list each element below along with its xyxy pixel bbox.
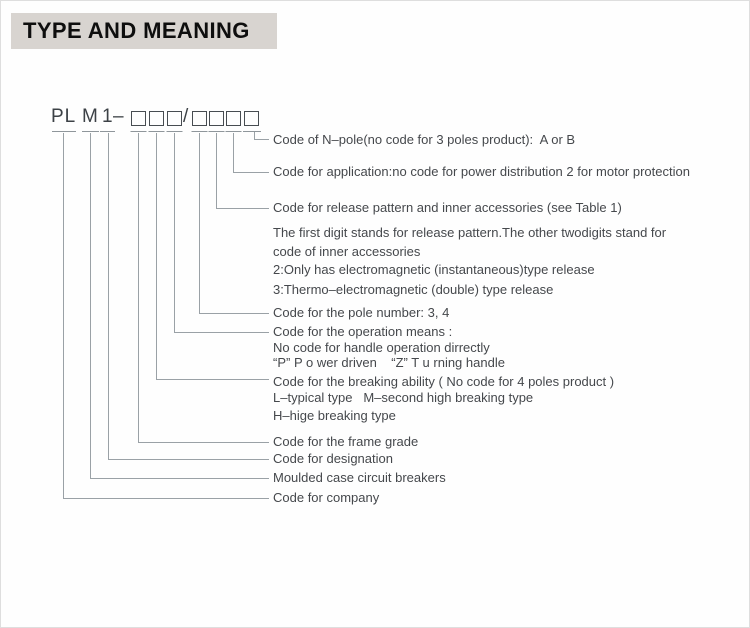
- annotation-frame-grade: Code for the frame grade: [273, 434, 419, 449]
- digit-box-3: [167, 111, 182, 126]
- annotation-breaking-types-2: H–hige breaking type: [273, 408, 396, 423]
- digit-box-5: [209, 111, 224, 126]
- digit-box-6: [226, 111, 241, 126]
- section-title-bar: [11, 13, 277, 49]
- annotation-designation: Code for designation: [273, 451, 393, 466]
- digit-box-1: [131, 111, 146, 126]
- annotation-release-option-3: 3:Thermo–electromagnetic (double) type release: [273, 282, 554, 297]
- annotation-operation-note-2: “P” P o wer driven “Z” T u rning handle: [273, 355, 505, 370]
- annotation-company: Code for company: [273, 490, 380, 505]
- annotation-breaking-ability: Code for the breaking ability ( No code for 4 poles product ): [273, 374, 615, 389]
- model-code-designation: M: [82, 106, 99, 127]
- model-code-dash: –: [113, 106, 125, 127]
- annotation-release-note-2: code of inner accessories: [273, 244, 421, 259]
- annotation-breaking-types-1: L–typical type M–second high breaking type: [273, 390, 534, 405]
- annotation-mccb: Moulded case circuit breakers: [273, 470, 446, 485]
- annotation-pole-number: Code for the pole number: 3, 4: [273, 305, 450, 320]
- model-code-company: PL: [51, 106, 77, 127]
- annotation-operation-note-1: No code for handle operation dirrectly: [273, 340, 490, 355]
- page-title: TYPE AND MEANING: [23, 18, 250, 43]
- annotation-release-note-1: The first digit stands for release pattern.The other twodigits stand for: [273, 225, 667, 240]
- annotation-n-pole: Code of N–pole(no code for 3 poles product): A or B: [273, 132, 576, 147]
- annotation-application: Code for application:no code for power distribution 2 for motor protection: [273, 164, 690, 179]
- digit-box-7: [244, 111, 259, 126]
- annotation-release-option-2: 2:Only has electromagnetic (instantaneous)type release: [273, 262, 595, 277]
- annotation-operation-means: Code for the operation means :: [273, 324, 453, 339]
- model-code-frame: 1: [102, 106, 114, 127]
- annotation-release-pattern: Code for release pattern and inner accessories (see Table 1): [273, 200, 622, 215]
- digit-box-2: [149, 111, 164, 126]
- digit-box-4: [192, 111, 207, 126]
- model-code-slash: /: [183, 106, 190, 127]
